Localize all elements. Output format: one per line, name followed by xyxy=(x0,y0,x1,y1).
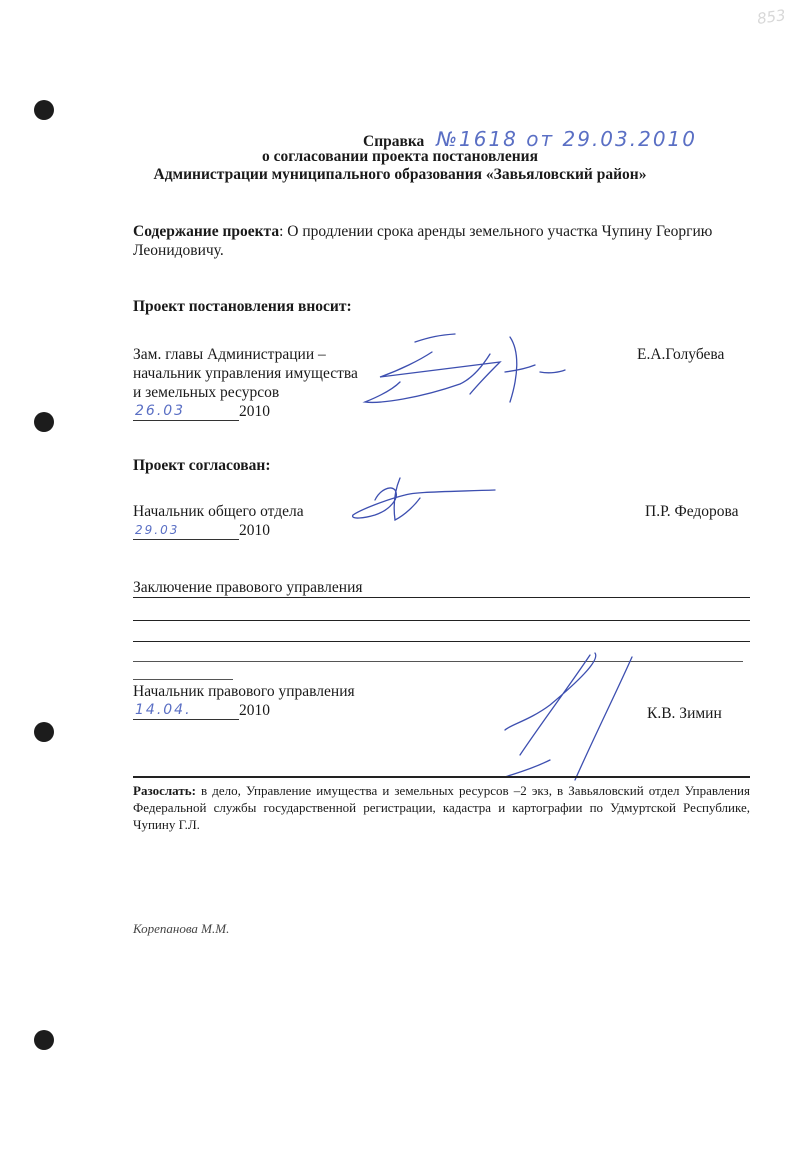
handwritten-date: 29.03 xyxy=(135,523,180,537)
punch-hole xyxy=(34,722,54,742)
agreed-name: П.Р. Федорова xyxy=(645,503,739,520)
position-line: Зам. главы Администрации – xyxy=(133,346,326,363)
rule-line xyxy=(133,661,743,662)
punch-hole xyxy=(34,412,54,432)
date-field xyxy=(133,521,239,540)
rule-line xyxy=(133,776,750,778)
position-line: Начальник общего отдела xyxy=(133,503,304,520)
submitted-name: Е.А.Голубева xyxy=(637,346,725,363)
date-field xyxy=(133,402,239,421)
rule-line xyxy=(133,679,233,680)
date-field xyxy=(133,701,239,720)
submitted-position xyxy=(133,345,358,421)
position-line: Начальник правового управления xyxy=(133,683,355,700)
signature-fedorova xyxy=(345,470,505,530)
project-content xyxy=(133,222,753,260)
handwritten-date: 14.04. xyxy=(135,702,192,718)
content-text: О продлении срока аренды земельного участка Чупину Георгию xyxy=(283,223,713,240)
rule-line xyxy=(133,597,750,598)
distribution xyxy=(133,782,750,833)
punch-hole xyxy=(34,1030,54,1050)
rule-line xyxy=(133,641,750,642)
doc-title: Справка xyxy=(363,133,425,150)
year: 2010 xyxy=(239,522,270,539)
agreed-heading: Проект согласован: xyxy=(133,457,271,474)
page-number-mark: 853 xyxy=(756,6,788,28)
punch-hole xyxy=(34,100,54,120)
rule-line xyxy=(133,620,750,621)
content-label: Содержание проекта xyxy=(133,223,280,240)
year: 2010 xyxy=(239,702,270,719)
position-line: и земельных ресурсов xyxy=(133,384,280,401)
signature-golubeva xyxy=(360,332,590,412)
submitted-heading: Проект постановления вносит: xyxy=(133,298,352,315)
handwritten-number: №1618 от 29.03.2010 xyxy=(436,127,697,151)
doc-title-line3: Администрации муниципального образования «Завьяловский район» xyxy=(153,166,647,183)
year: 2010 xyxy=(239,403,270,420)
handwritten-date: 26.03 xyxy=(135,403,186,419)
legal-name: К.В. Зимин xyxy=(647,705,722,722)
content-colon: : xyxy=(279,223,284,240)
position-line: начальник управления имущества xyxy=(133,365,358,382)
distribution-label: Разослать: xyxy=(133,783,196,798)
agreed-position xyxy=(133,502,304,540)
content-text-cont: Леонидовичу. xyxy=(133,242,224,259)
distribution-text: в дело, Управление имущества и земельных ресурсов –2 экз, в Завьяловский отдел Управления Федеральной службы государственной регистрации, кадастра и картографии по Удмуртской Республике, Чупину Г.Л. xyxy=(133,783,750,832)
doc-title-line2: о согласовании проекта постановления xyxy=(262,148,538,165)
signature-zimin xyxy=(450,645,650,785)
legal-conclusion-label: Заключение правового управления xyxy=(133,579,363,596)
author: Корепанова М.М. xyxy=(133,921,230,936)
legal-position xyxy=(133,682,355,720)
